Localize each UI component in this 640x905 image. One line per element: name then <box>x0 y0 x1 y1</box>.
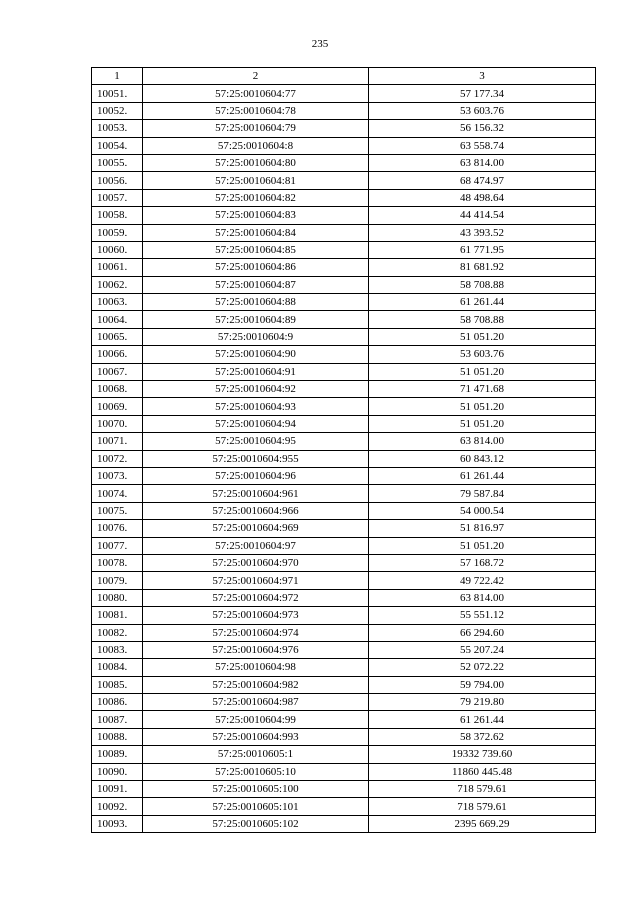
row-number-cell: 10065. <box>92 328 143 345</box>
row-number-cell: 10079. <box>92 572 143 589</box>
value-cell: 51 051.20 <box>369 415 596 432</box>
row-number-cell: 10092. <box>92 798 143 815</box>
value-cell: 55 207.24 <box>369 641 596 658</box>
table-row <box>92 398 596 415</box>
table-row <box>92 763 596 780</box>
cadastral-number-cell: 57:25:0010604:96 <box>143 467 369 484</box>
row-number-cell: 10078. <box>92 554 143 571</box>
value-cell: 57 177.34 <box>369 85 596 102</box>
row-number-cell: 10054. <box>92 137 143 154</box>
value-cell: 61 261.44 <box>369 294 596 311</box>
value-cell: 81 681.92 <box>369 259 596 276</box>
cadastral-number-cell: 57:25:0010604:982 <box>143 676 369 693</box>
value-cell: 58 372.62 <box>369 728 596 745</box>
cadastral-number-cell: 57:25:0010604:974 <box>143 624 369 641</box>
row-number-cell: 10072. <box>92 450 143 467</box>
row-number-cell: 10052. <box>92 102 143 119</box>
table-row <box>92 485 596 502</box>
cadastral-number-cell: 57:25:0010604:972 <box>143 589 369 606</box>
row-number-cell: 10056. <box>92 172 143 189</box>
cadastral-number-cell: 57:25:0010604:93 <box>143 398 369 415</box>
table-row <box>92 502 596 519</box>
value-cell: 718 579.61 <box>369 781 596 798</box>
value-cell: 79 219.80 <box>369 694 596 711</box>
row-number-cell: 10074. <box>92 485 143 502</box>
value-cell: 51 051.20 <box>369 328 596 345</box>
table-row <box>92 154 596 171</box>
table-row <box>92 450 596 467</box>
table-row <box>92 728 596 745</box>
cadastral-number-cell: 57:25:0010604:84 <box>143 224 369 241</box>
cadastral-number-cell: 57:25:0010604:969 <box>143 520 369 537</box>
table-row <box>92 607 596 624</box>
cadastral-table <box>91 67 596 833</box>
table-row <box>92 328 596 345</box>
column-header: 3 <box>369 68 596 85</box>
table-row <box>92 189 596 206</box>
value-cell: 63 814.00 <box>369 433 596 450</box>
value-cell: 61 261.44 <box>369 711 596 728</box>
cadastral-number-cell: 57:25:0010604:78 <box>143 102 369 119</box>
row-number-cell: 10084. <box>92 659 143 676</box>
table-row <box>92 572 596 589</box>
table-row <box>92 815 596 832</box>
value-cell: 61 261.44 <box>369 467 596 484</box>
value-cell: 49 722.42 <box>369 572 596 589</box>
table-row <box>92 224 596 241</box>
value-cell: 55 551.12 <box>369 607 596 624</box>
value-cell: 58 708.88 <box>369 311 596 328</box>
row-number-cell: 10088. <box>92 728 143 745</box>
row-number-cell: 10057. <box>92 189 143 206</box>
cadastral-number-cell: 57:25:0010604:90 <box>143 346 369 363</box>
table-row <box>92 711 596 728</box>
row-number-cell: 10082. <box>92 624 143 641</box>
cadastral-number-cell: 57:25:0010604:77 <box>143 85 369 102</box>
cadastral-number-cell: 57:25:0010604:955 <box>143 450 369 467</box>
row-number-cell: 10086. <box>92 694 143 711</box>
table-row <box>92 207 596 224</box>
value-cell: 11860 445.48 <box>369 763 596 780</box>
value-cell: 52 072.22 <box>369 659 596 676</box>
row-number-cell: 10058. <box>92 207 143 224</box>
table-row <box>92 241 596 258</box>
row-number-cell: 10080. <box>92 589 143 606</box>
table-row <box>92 520 596 537</box>
cadastral-number-cell: 57:25:0010604:971 <box>143 572 369 589</box>
cadastral-number-cell: 57:25:0010604:993 <box>143 728 369 745</box>
table-header-row <box>92 68 596 85</box>
value-cell: 56 156.32 <box>369 120 596 137</box>
value-cell: 63 814.00 <box>369 154 596 171</box>
value-cell: 71 471.68 <box>369 381 596 398</box>
table-row <box>92 137 596 154</box>
table-row <box>92 120 596 137</box>
cadastral-number-cell: 57:25:0010605:10 <box>143 763 369 780</box>
cadastral-number-cell: 57:25:0010605:100 <box>143 781 369 798</box>
value-cell: 57 168.72 <box>369 554 596 571</box>
row-number-cell: 10067. <box>92 363 143 380</box>
cadastral-number-cell: 57:25:0010604:81 <box>143 172 369 189</box>
table-row <box>92 694 596 711</box>
cadastral-number-cell: 57:25:0010604:95 <box>143 433 369 450</box>
cadastral-number-cell: 57:25:0010604:91 <box>143 363 369 380</box>
value-cell: 51 051.20 <box>369 363 596 380</box>
cadastral-number-cell: 57:25:0010604:970 <box>143 554 369 571</box>
value-cell: 48 498.64 <box>369 189 596 206</box>
row-number-cell: 10053. <box>92 120 143 137</box>
cadastral-number-cell: 57:25:0010604:87 <box>143 276 369 293</box>
cadastral-number-cell: 57:25:0010604:85 <box>143 241 369 258</box>
value-cell: 44 414.54 <box>369 207 596 224</box>
table-row <box>92 781 596 798</box>
table-row <box>92 467 596 484</box>
table-row <box>92 415 596 432</box>
cadastral-number-cell: 57:25:0010604:79 <box>143 120 369 137</box>
row-number-cell: 10063. <box>92 294 143 311</box>
row-number-cell: 10073. <box>92 467 143 484</box>
row-number-cell: 10077. <box>92 537 143 554</box>
table-row <box>92 676 596 693</box>
column-header: 1 <box>92 68 143 85</box>
value-cell: 19332 739.60 <box>369 746 596 763</box>
value-cell: 63 558.74 <box>369 137 596 154</box>
cadastral-number-cell: 57:25:0010604:99 <box>143 711 369 728</box>
value-cell: 718 579.61 <box>369 798 596 815</box>
cadastral-number-cell: 57:25:0010605:101 <box>143 798 369 815</box>
value-cell: 43 393.52 <box>369 224 596 241</box>
cadastral-number-cell: 57:25:0010604:86 <box>143 259 369 276</box>
value-cell: 61 771.95 <box>369 241 596 258</box>
value-cell: 60 843.12 <box>369 450 596 467</box>
table-row <box>92 381 596 398</box>
value-cell: 51 051.20 <box>369 537 596 554</box>
cadastral-number-cell: 57:25:0010604:976 <box>143 641 369 658</box>
value-cell: 51 816.97 <box>369 520 596 537</box>
table-row <box>92 276 596 293</box>
table-row <box>92 294 596 311</box>
row-number-cell: 10070. <box>92 415 143 432</box>
value-cell: 58 708.88 <box>369 276 596 293</box>
value-cell: 2395 669.29 <box>369 815 596 832</box>
cadastral-number-cell: 57:25:0010604:80 <box>143 154 369 171</box>
row-number-cell: 10089. <box>92 746 143 763</box>
row-number-cell: 10075. <box>92 502 143 519</box>
row-number-cell: 10093. <box>92 815 143 832</box>
row-number-cell: 10085. <box>92 676 143 693</box>
row-number-cell: 10051. <box>92 85 143 102</box>
table-row <box>92 537 596 554</box>
table-row <box>92 363 596 380</box>
table-row <box>92 641 596 658</box>
value-cell: 53 603.76 <box>369 102 596 119</box>
cadastral-number-cell: 57:25:0010604:98 <box>143 659 369 676</box>
row-number-cell: 10059. <box>92 224 143 241</box>
value-cell: 66 294.60 <box>369 624 596 641</box>
row-number-cell: 10061. <box>92 259 143 276</box>
table-row <box>92 346 596 363</box>
page-number: 235 <box>311 38 329 50</box>
cadastral-number-cell: 57:25:0010605:102 <box>143 815 369 832</box>
table-row <box>92 85 596 102</box>
table-row <box>92 311 596 328</box>
cadastral-number-cell: 57:25:0010604:987 <box>143 694 369 711</box>
row-number-cell: 10066. <box>92 346 143 363</box>
cadastral-number-cell: 57:25:0010604:97 <box>143 537 369 554</box>
row-number-cell: 10060. <box>92 241 143 258</box>
row-number-cell: 10090. <box>92 763 143 780</box>
table-row <box>92 624 596 641</box>
value-cell: 79 587.84 <box>369 485 596 502</box>
value-cell: 54 000.54 <box>369 502 596 519</box>
row-number-cell: 10064. <box>92 311 143 328</box>
value-cell: 59 794.00 <box>369 676 596 693</box>
row-number-cell: 10071. <box>92 433 143 450</box>
table-row <box>92 259 596 276</box>
row-number-cell: 10069. <box>92 398 143 415</box>
cadastral-number-cell: 57:25:0010604:94 <box>143 415 369 432</box>
cadastral-number-cell: 57:25:0010604:82 <box>143 189 369 206</box>
row-number-cell: 10083. <box>92 641 143 658</box>
row-number-cell: 10091. <box>92 781 143 798</box>
cadastral-number-cell: 57:25:0010604:961 <box>143 485 369 502</box>
cadastral-number-cell: 57:25:0010604:92 <box>143 381 369 398</box>
table-row <box>92 589 596 606</box>
row-number-cell: 10068. <box>92 381 143 398</box>
column-header: 2 <box>143 68 369 85</box>
cadastral-number-cell: 57:25:0010604:89 <box>143 311 369 328</box>
table-row <box>92 798 596 815</box>
row-number-cell: 10055. <box>92 154 143 171</box>
value-cell: 63 814.00 <box>369 589 596 606</box>
table-row <box>92 659 596 676</box>
row-number-cell: 10076. <box>92 520 143 537</box>
cadastral-number-cell: 57:25:0010604:88 <box>143 294 369 311</box>
row-number-cell: 10062. <box>92 276 143 293</box>
cadastral-number-cell: 57:25:0010604:83 <box>143 207 369 224</box>
cadastral-number-cell: 57:25:0010604:966 <box>143 502 369 519</box>
table-row <box>92 433 596 450</box>
value-cell: 68 474.97 <box>369 172 596 189</box>
cadastral-number-cell: 57:25:0010605:1 <box>143 746 369 763</box>
row-number-cell: 10081. <box>92 607 143 624</box>
value-cell: 51 051.20 <box>369 398 596 415</box>
cadastral-number-cell: 57:25:0010604:973 <box>143 607 369 624</box>
table-row <box>92 172 596 189</box>
table-body <box>92 85 596 833</box>
table-row <box>92 102 596 119</box>
value-cell: 53 603.76 <box>369 346 596 363</box>
cadastral-number-cell: 57:25:0010604:8 <box>143 137 369 154</box>
cadastral-number-cell: 57:25:0010604:9 <box>143 328 369 345</box>
table-row <box>92 746 596 763</box>
row-number-cell: 10087. <box>92 711 143 728</box>
table-row <box>92 554 596 571</box>
